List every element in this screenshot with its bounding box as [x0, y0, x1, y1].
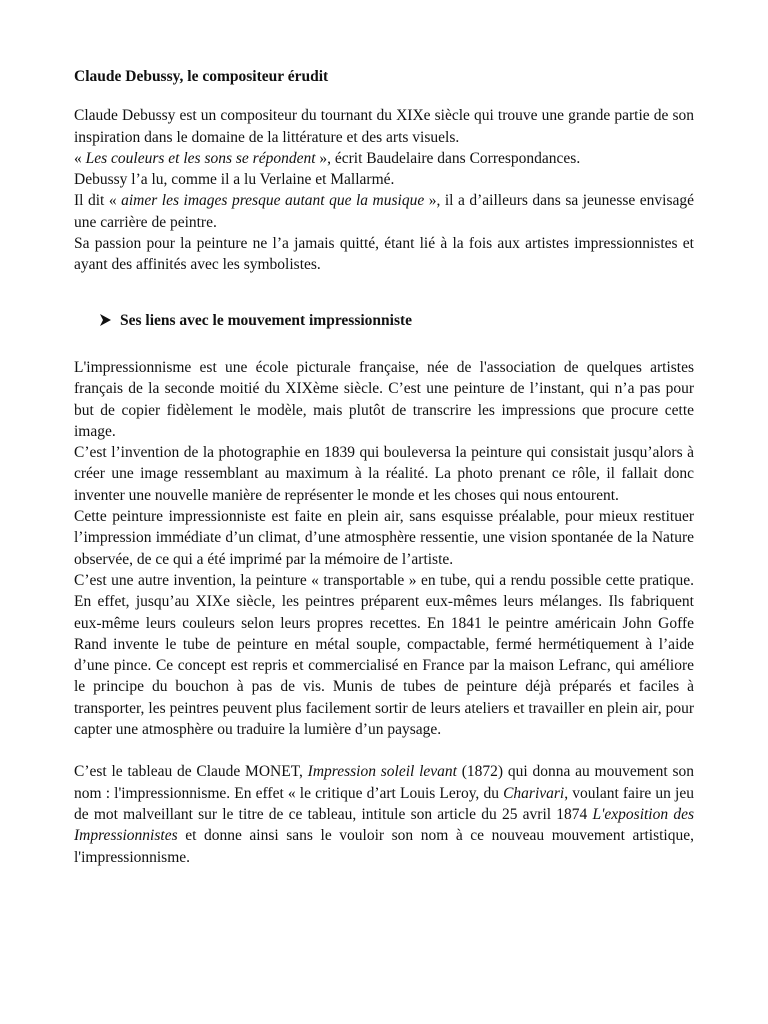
intro-line: Debussy l’a lu, comme il a lu Verlaine et Mallarmé. [74, 171, 395, 189]
paragraph-gap [74, 740, 694, 761]
intro-line: Claude Debussy est un compositeur du tournant du XIXe siècle qui trouve une grande partie de son inspiration dans le domaine de la littérature et des arts visuels. [74, 107, 694, 146]
final-paragraph: C’est le tableau de Claude MONET, Impression soleil levant (1872) qui donna au mouvement son nom : l'impressionnisme. En effet « le critique d’art Louis Leroy, du Charivari, voulant faire un jeu de mot malveillant sur le titre de ce tableau, intitule son article du 25 avril 1874 L'exposition des Impressionnistes et donne ainsi sans le vouloir son nom à ce nouveau mouvement artistique, l'impressionnisme. [74, 763, 694, 866]
body-paragraph: C’est l’invention de la photographie en 1839 qui bouleversa la peinture qui consistait jusqu’alors à créer une image ressemblant au maximum à la réalité. La photo prenant ce rôle, il fallait donc inventer une nouvelle manière de représenter le monde et les choses qui nous entourent. [74, 444, 694, 504]
document-title: Claude Debussy, le compositeur érudit [74, 68, 329, 85]
section-heading [98, 310, 694, 331]
body-paragraph: C’est une autre invention, la peinture « transportable » en tube, qui a rendu possible cette pratique. En effet, jusqu’au XIXe siècle, les peintres préparent eux-mêmes leurs mélanges. Ils fabriquent eux-même leurs couleurs selon leurs propres recettes. En 1841 le peintre américain John Goffe Rand invente le tube de peinture en métal souple, compactable, fermé hermétiquement à l’aide d’une pince. Ce concept est repris et commercialisé en France par la maison Lefranc, qui améliore le principe du bouchon à pas de vis. Munis de tubes de peinture déjà préparés et faciles à transporter, les peintres peuvent plus facilement sortir de leurs ateliers et travailler en plein air, pour capter une atmosphère ou traduire la lumière d’un paysage. [74, 571, 694, 739]
intro-line: Sa passion pour la peinture ne l’a jamais quitté, étant lié à la fois aux artistes impressionnistes et ayant des affinités avec les symbolistes. [74, 235, 694, 274]
body-paragraph: Cette peinture impressionniste est faite en plein air, sans esquisse préalable, pour mieux restituer l’impression immédiate d’un climat, d’une atmosphère ressentie, une vision spontanée de la Nature observée, de ce qui a été imprimé par la mémoire de l’artiste. [74, 508, 694, 568]
arrow-bullet-icon [98, 313, 120, 327]
body-paragraph: L'impressionnisme est une école picturale française, née de l'association de quelques artistes français de la seconde moitié du XIXème siècle. C’est une peinture de l’instant, qui n’a pas pour but de copier fidèlement le modèle, mais plutôt de transcrire les impressions que procure cette image. [74, 358, 694, 440]
intro-line: Il dit « aimer les images presque autant que la musique », il a d’ailleurs dans sa jeunesse envisagé une carrière de peintre. [74, 192, 694, 231]
section-heading-text: Ses liens avec le mouvement impressionniste [120, 311, 413, 329]
intro-line: « Les couleurs et les sons se répondent », écrit Baudelaire dans Correspondances. [74, 149, 581, 167]
